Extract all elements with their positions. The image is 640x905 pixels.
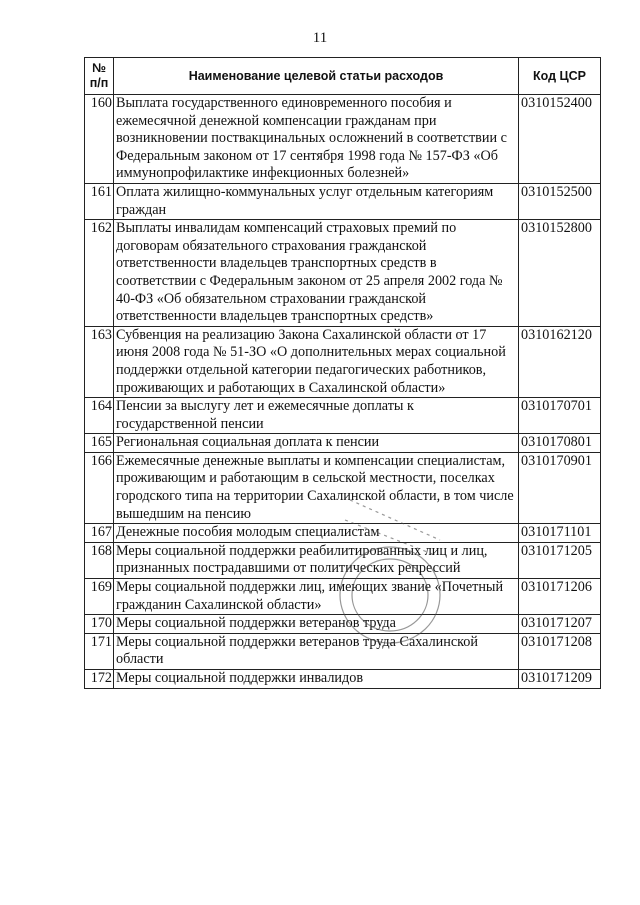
- row-code: 0310171206: [519, 579, 601, 615]
- row-name: Субвенция на реализацию Закона Сахалинской области от 17 июня 2008 года № 51-ЗО «О дополнительных мерах социальной поддержки отдельной категории педагогических работников, проживающих и работающих в Сахалинской области»: [114, 326, 519, 397]
- row-name: Ежемесячные денежные выплаты и компенсации специалистам, проживающим и работающим в сельской местности, поселках городского типа на территории Сахалинской области, в том числе вышедшим на пенсию: [114, 452, 519, 523]
- table-row: [85, 220, 601, 327]
- row-name: Меры социальной поддержки ветеранов труда: [114, 615, 519, 634]
- header-num: № п/п: [85, 58, 114, 95]
- row-num: 160: [85, 95, 114, 184]
- row-code: 0310171101: [519, 524, 601, 543]
- row-name: Меры социальной поддержки ветеранов труда Сахалинской области: [114, 633, 519, 669]
- table-row: [85, 95, 601, 184]
- row-num: 162: [85, 220, 114, 327]
- header-code: Код ЦСР: [519, 58, 601, 95]
- row-code: 0310162120: [519, 326, 601, 397]
- row-num: 166: [85, 452, 114, 523]
- row-num: 170: [85, 615, 114, 634]
- table-row: [85, 670, 601, 689]
- row-name: Меры социальной поддержки инвалидов: [114, 670, 519, 689]
- row-code: 0310170901: [519, 452, 601, 523]
- row-num: 165: [85, 434, 114, 453]
- row-num: 161: [85, 183, 114, 219]
- row-name: Меры социальной поддержки лиц, имеющих звание «Почетный гражданин Сахалинской области»: [114, 579, 519, 615]
- table-row: [85, 524, 601, 543]
- row-code: 0310152800: [519, 220, 601, 327]
- row-name: Денежные пособия молодым специалистам: [114, 524, 519, 543]
- budget-table: [84, 57, 601, 689]
- row-code: 0310171209: [519, 670, 601, 689]
- table-row: [85, 434, 601, 453]
- row-name: Выплаты инвалидам компенсаций страховых премий по договорам обязательного страхования гражданской ответственности владельцев транспортных средств в соответствии с Федеральным законом от 25 апреля 2002 года № 40-ФЗ «Об обязательном страховании гражданской ответственности владельцев транспортных средств»: [114, 220, 519, 327]
- table-row: [85, 633, 601, 669]
- row-code: 0310152400: [519, 95, 601, 184]
- table-row: [85, 398, 601, 434]
- row-name: Оплата жилищно-коммунальных услуг отдельным категориям граждан: [114, 183, 519, 219]
- row-name: Меры социальной поддержки реабилитированных лиц и лиц, признанных пострадавшими от политических репрессий: [114, 542, 519, 578]
- header-name: Наименование целевой статьи расходов: [114, 58, 519, 95]
- table-row: [85, 579, 601, 615]
- row-num: 167: [85, 524, 114, 543]
- row-name: Выплата государственного единовременного пособия и ежемесячной денежной компенсации гражданам при возникновении поствакцинальных осложнений в соответствии с Федеральным законом от 17 сентября 1998 года № 157-ФЗ «Об иммунопрофилактике инфекционных болезней»: [114, 95, 519, 184]
- row-num: 171: [85, 633, 114, 669]
- row-code: 0310170701: [519, 398, 601, 434]
- table-header-row: [85, 58, 601, 95]
- row-code: 0310170801: [519, 434, 601, 453]
- table-row: [85, 326, 601, 397]
- table-row: [85, 615, 601, 634]
- row-code: 0310171208: [519, 633, 601, 669]
- row-code: 0310171205: [519, 542, 601, 578]
- row-name: Пенсии за выслугу лет и ежемесячные доплаты к государственной пенсии: [114, 398, 519, 434]
- row-num: 172: [85, 670, 114, 689]
- row-num: 163: [85, 326, 114, 397]
- row-num: 169: [85, 579, 114, 615]
- table-row: [85, 542, 601, 578]
- row-code: 0310171207: [519, 615, 601, 634]
- row-name: Региональная социальная доплата к пенсии: [114, 434, 519, 453]
- table-row: [85, 183, 601, 219]
- row-num: 168: [85, 542, 114, 578]
- row-code: 0310152500: [519, 183, 601, 219]
- page-number: 11: [312, 30, 328, 46]
- row-num: 164: [85, 398, 114, 434]
- table-row: [85, 452, 601, 523]
